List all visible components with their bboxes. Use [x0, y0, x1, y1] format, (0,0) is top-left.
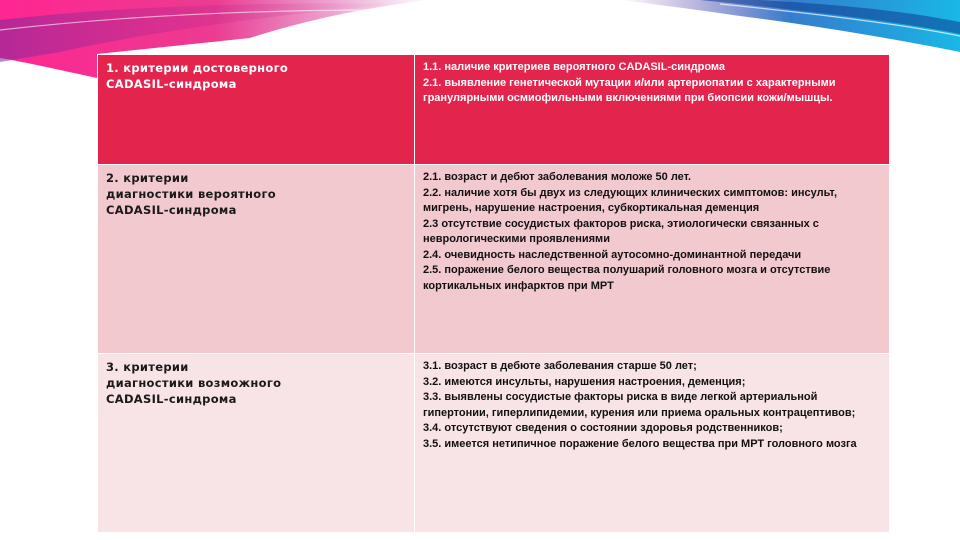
criteria-item: 2.2. наличие хотя бы двух из следующих клинических симптомов: инсульт, мигрень, нарушение настроения, субкортикальная деменция — [423, 186, 838, 214]
criteria-row-definite — [98, 55, 890, 165]
criteria-details-cell — [415, 165, 890, 354]
criteria-row-probable — [98, 165, 890, 354]
criteria-details-cell — [415, 55, 890, 165]
criteria-item: 3.5. имеется нетипичное поражение белого вещества при МРТ головного мозга — [423, 437, 857, 450]
criteria-item: 3.1. возраст в дебюте заболевания старше 50 лет; — [423, 360, 697, 372]
criteria-item: 2.3 отсутствие сосудистых факторов риска, этиологически связанных с неврологическими проявлениями — [423, 217, 819, 245]
criteria-item: 1.1. наличие критериев вероятного CADASIL-синдрома — [423, 61, 726, 73]
criteria-title-cell — [98, 55, 415, 165]
criteria-item: 2.4. очевидность наследственной аутосомно-доминантной передачи — [423, 248, 802, 261]
criteria-table — [97, 54, 890, 533]
criteria-title-cell — [98, 354, 415, 533]
criteria-title: 3. критерии диагностики возможного CADASIL-синдрома — [106, 360, 282, 406]
criteria-title: 2. критерии диагностики вероятного CADASIL-синдрома — [106, 171, 276, 217]
criteria-item: 3.2. имеются инсульты, нарушения настроения, деменция; — [423, 375, 746, 388]
criteria-title-cell — [98, 165, 415, 354]
criteria-item: 3.4. отсутствуют сведения о состоянии здоровья родственников; — [423, 422, 783, 434]
criteria-details — [423, 359, 881, 452]
criteria-details-cell — [415, 354, 890, 533]
criteria-row-possible — [98, 354, 890, 533]
criteria-title: 1. критерии достоверного CADASIL-синдрома — [106, 61, 289, 91]
criteria-item: 2.1. выявление генетической мутации и/или артериопатии с характерными гранулярными осмиофильными включениями при биопсии кожи/мышцы. — [423, 76, 836, 104]
criteria-item: 2.1. возраст и дебют заболевания моложе 50 лет. — [423, 171, 692, 183]
criteria-item: 2.5. поражение белого вещества полушарий головного мозга и отсутствие кортикальных инфарктов при МРТ — [423, 264, 831, 292]
criteria-item: 3.3. выявлены сосудистые факторы риска в виде легкой артериальной гипертонии, гиперлипидемии, курения или приема оральных контрацептивов; — [423, 391, 856, 419]
criteria-details — [423, 60, 881, 107]
criteria-details — [423, 170, 881, 294]
